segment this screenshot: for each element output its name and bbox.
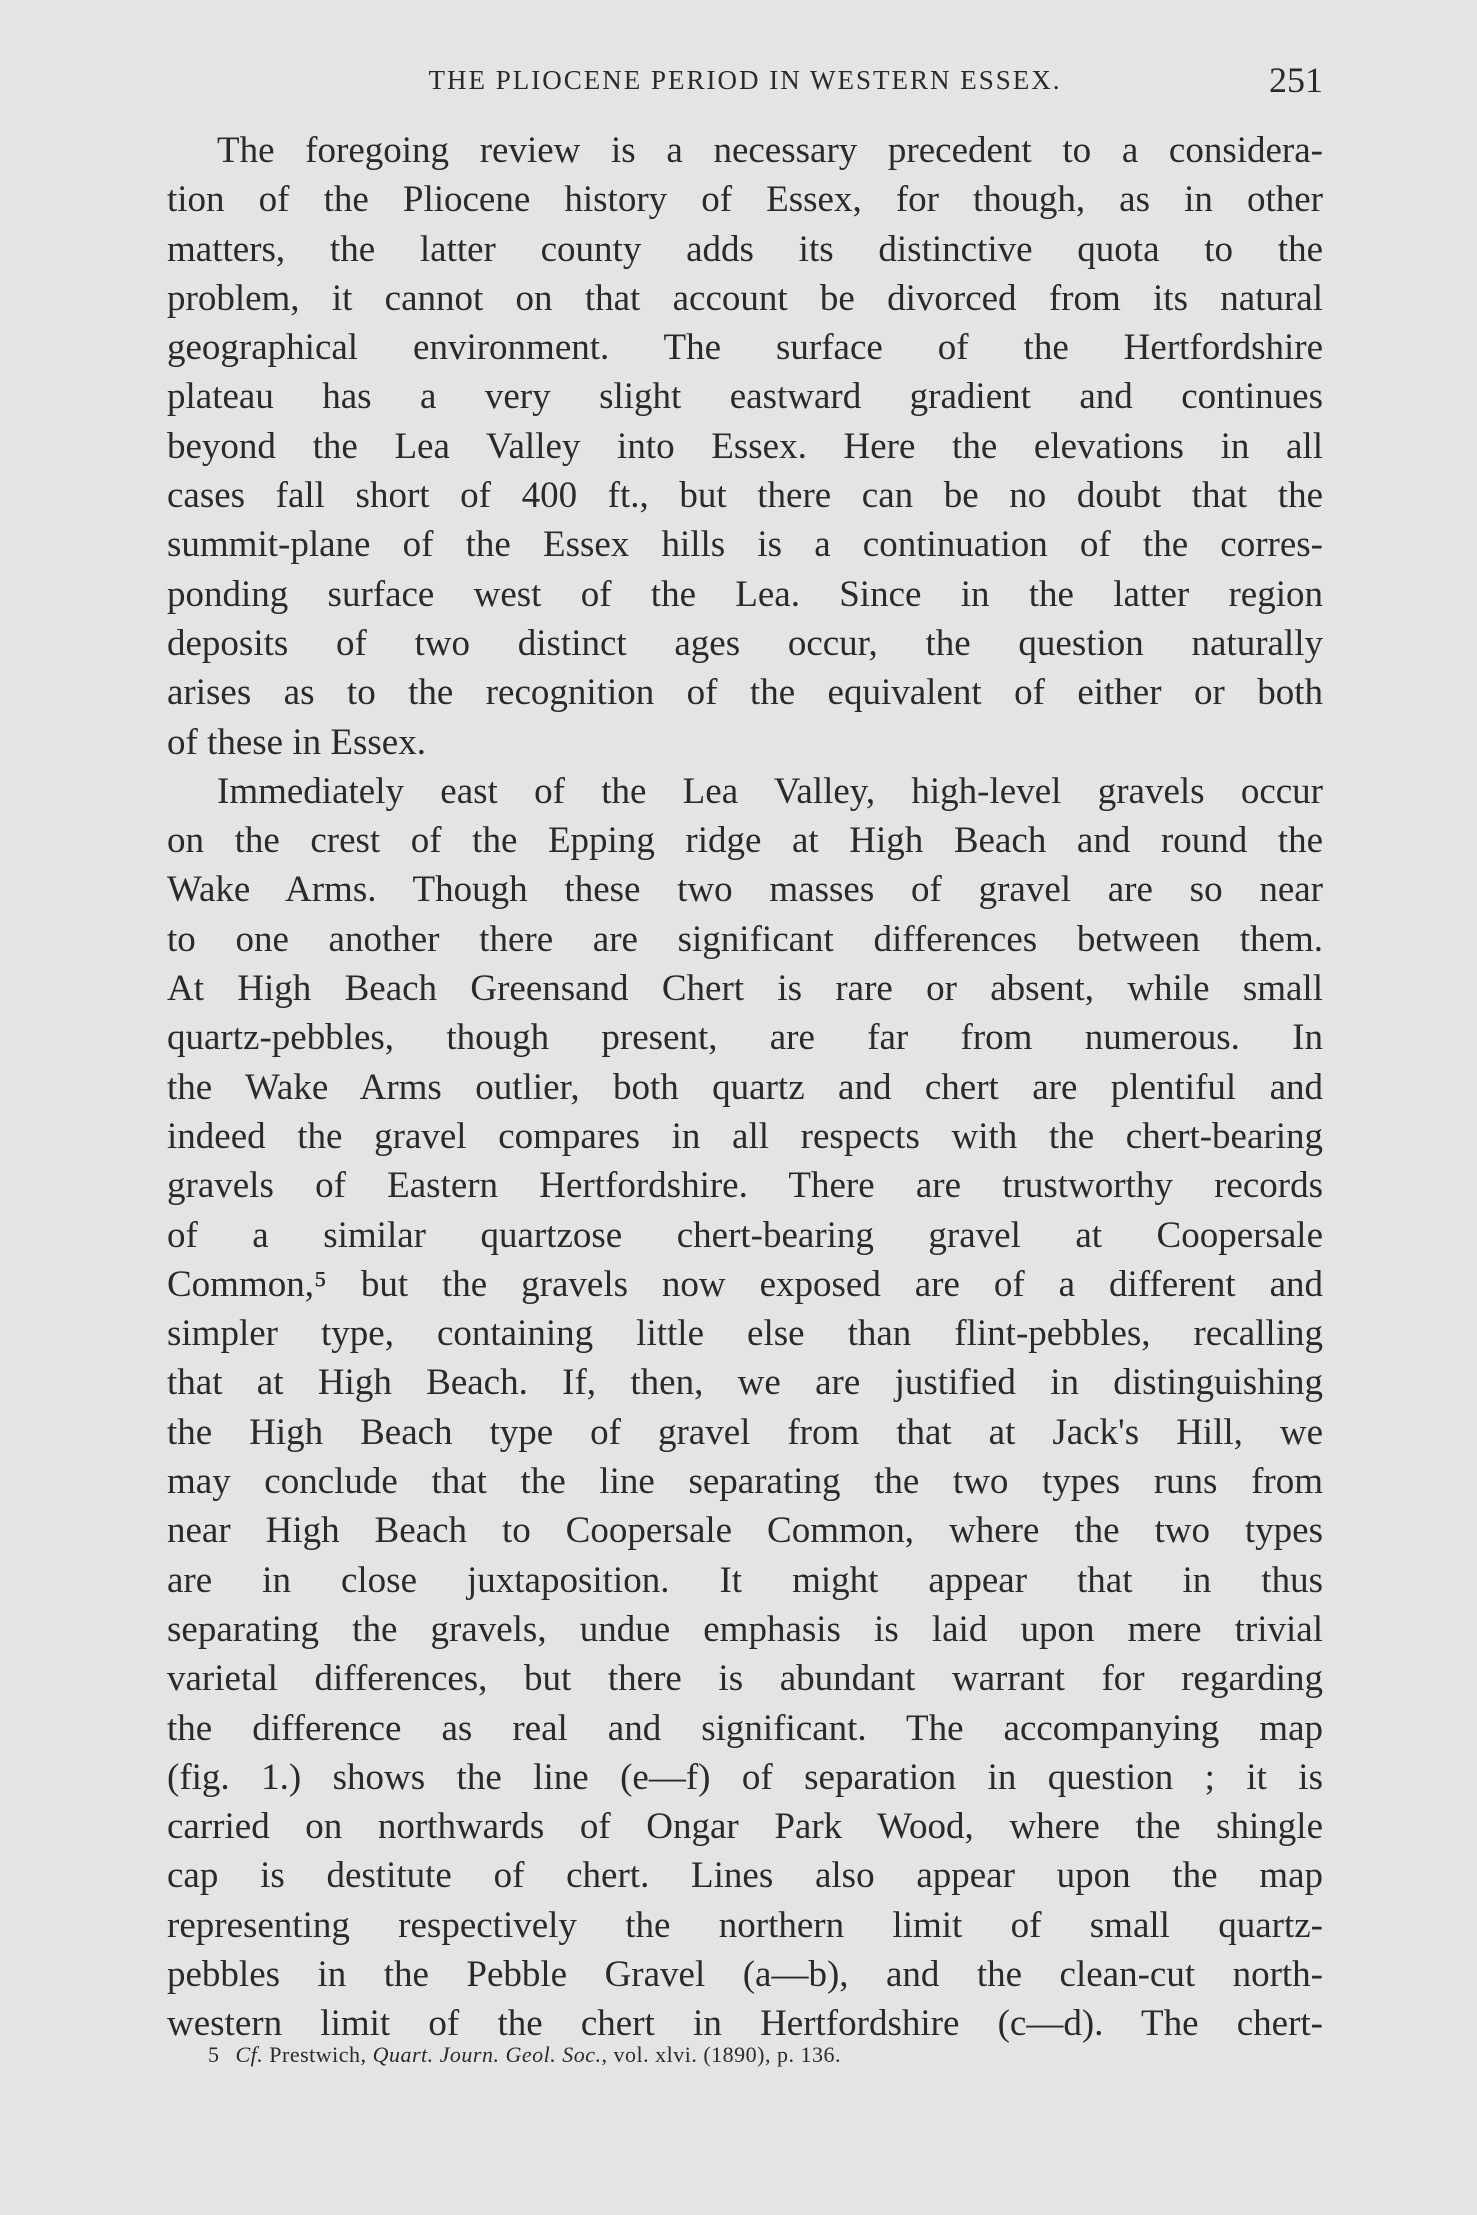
text-line: ponding surface west of the Lea. Since in the latter region: [167, 573, 1323, 615]
text-line: quartz-pebbles, though present, are far from numerous. In: [167, 1017, 1323, 1059]
text-line: on the crest of the Epping ridge at High Beach and round the: [167, 820, 1323, 862]
footnote-author: Prestwich,: [269, 2042, 367, 2067]
text-line: problem, it cannot on that account be divorced from its natural: [167, 277, 1323, 319]
footnote-details: , vol. xlvi. (1890), p. 136.: [601, 2042, 841, 2067]
text-line: to one another there are significant differences between them.: [167, 918, 1323, 960]
text-line: are in close juxtaposition. It might appear that in thus: [167, 1559, 1323, 1601]
text-line: the Wake Arms outlier, both quartz and chert are plentiful and: [167, 1066, 1323, 1108]
text-line: The foregoing review is a necessary precedent to a considera-: [217, 130, 1323, 171]
running-head: THE PLIOCENE PERIOD IN WESTERN ESSEX.: [428, 65, 1062, 95]
text-line: deposits of two distinct ages occur, the question naturally: [167, 622, 1323, 664]
text-line: the High Beach type of gravel from that at Jack's Hill, we: [167, 1411, 1323, 1453]
text-line: separating the gravels, undue emphasis is laid upon mere trivial: [167, 1608, 1323, 1650]
paragraph-1: [167, 126, 1323, 767]
text-line: of these in Essex.: [167, 721, 426, 763]
text-line: beyond the Lea Valley into Essex. Here the elevations in all: [167, 425, 1323, 467]
text-line: Wake Arms. Though these two masses of gravel are so near: [167, 869, 1323, 911]
text-line: of a similar quartzose chert-bearing gravel at Coopersale: [167, 1214, 1323, 1256]
text-line: plateau has a very slight eastward gradient and continues: [167, 376, 1323, 418]
text-line: may conclude that the line separating the two types runs from: [167, 1461, 1323, 1503]
text-line: arises as to the recognition of the equivalent of either or both: [167, 672, 1323, 714]
text-line: Common,⁵ but the gravels now exposed are of a different and: [167, 1263, 1323, 1305]
text-line: indeed the gravel compares in all respects with the chert-bearing: [167, 1115, 1323, 1157]
text-line: cap is destitute of chert. Lines also appear upon the map: [167, 1855, 1323, 1897]
text-line: varietal differences, but there is abundant warrant for regarding: [167, 1658, 1323, 1700]
page-number: 251: [1269, 60, 1323, 100]
text-line: At High Beach Greensand Chert is rare or absent, while small: [167, 968, 1323, 1010]
footnote: [208, 2040, 1308, 2070]
page-header: [167, 58, 1323, 102]
text-line: carried on northwards of Ongar Park Wood, where the shingle: [167, 1806, 1323, 1848]
text-line: cases fall short of 400 ft., but there can be no doubt that the: [167, 475, 1323, 517]
text-line: representing respectively the northern limit of small quartz-: [167, 1904, 1323, 1946]
text-line: that at High Beach. If, then, we are justified in distinguishing: [167, 1362, 1323, 1404]
text-line: gravels of Eastern Hertfordshire. There are trustworthy records: [167, 1165, 1323, 1207]
text-line: matters, the latter county adds its distinctive quota to the: [167, 228, 1323, 270]
footnote-journal: Quart. Journ. Geol. Soc.: [372, 2042, 602, 2067]
paragraph-2: [167, 767, 1323, 2049]
text-line: Immediately east of the Lea Valley, high-level gravels occur: [217, 770, 1323, 812]
text-line: simpler type, containing little else than flint-pebbles, recalling: [167, 1313, 1323, 1355]
text-line: tion of the Pliocene history of Essex, for though, as in other: [167, 179, 1323, 221]
text-line: near High Beach to Coopersale Common, where the two types: [167, 1510, 1323, 1552]
text-line: summit-plane of the Essex hills is a continuation of the corres-: [167, 524, 1323, 566]
text-line: the difference as real and significant. The accompanying map: [167, 1707, 1323, 1749]
text-line: (fig. 1.) shows the line (e—f) of separation in question ; it is: [167, 1756, 1323, 1798]
text-line: western limit of the chert in Hertfordshire (c—d). The chert-: [167, 2003, 1323, 2045]
text-line: geographical environment. The surface of the Hertfordshire: [167, 327, 1323, 369]
text-line: pebbles in the Pebble Gravel (a—b), and the clean-cut north-: [167, 1953, 1323, 1995]
body-text: [167, 126, 1323, 2049]
footnote-number: 5: [208, 2042, 220, 2067]
footnote-prefix: Cf.: [235, 2042, 264, 2067]
